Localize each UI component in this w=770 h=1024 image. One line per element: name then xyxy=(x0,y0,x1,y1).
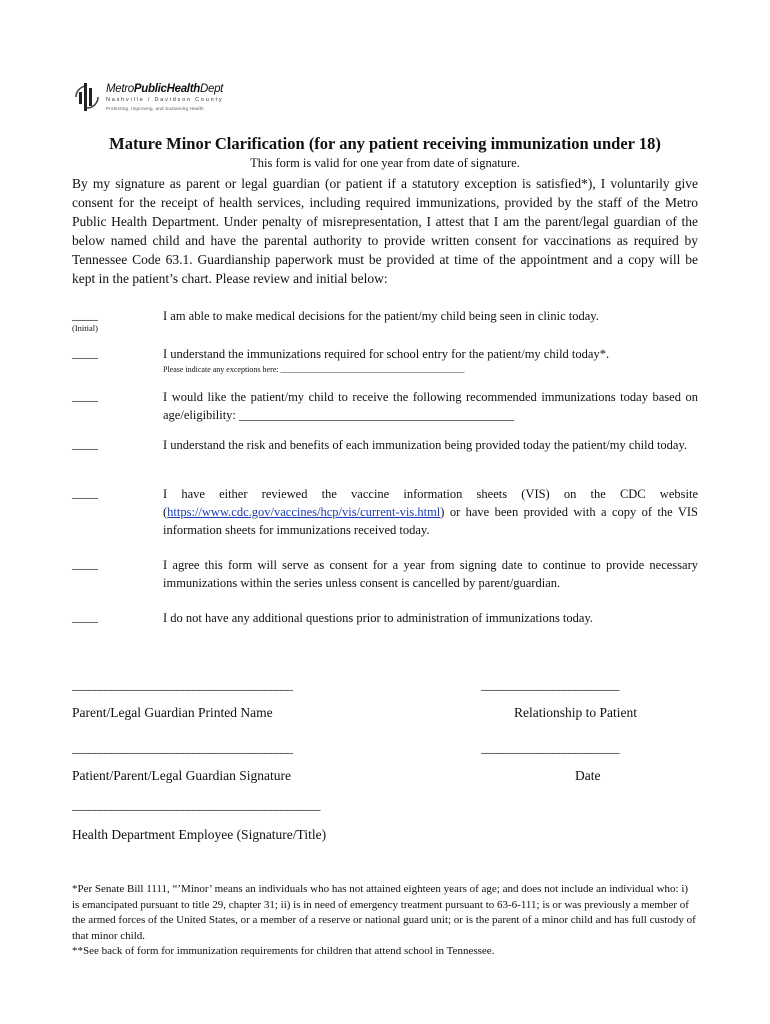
guardian-name-line[interactable]: ________________________________________ xyxy=(72,677,292,692)
metro-public-health-logo xyxy=(72,80,232,116)
initial-field[interactable]: ____ xyxy=(72,436,98,451)
footnote-minor-definition: *Per Senate Bill 1111, “’Minor’ means an individuals who has not attained eighteen years of age; and does not include an individual who: i) is emancipated pursuant to title 29, chapter 31; ii) is in need of emergency treatment pursuant to 63-6-111; is or was previously a member of the armed forces of the United States, or a member of a reserve or national guard unit; or is the parent of a minor child and has full custody of that minor child. xyxy=(72,883,696,942)
guardian-signature-line[interactable]: ________________________________________ xyxy=(72,740,292,755)
consent-item-text xyxy=(163,345,698,377)
date-line[interactable]: _________________________ xyxy=(481,740,619,755)
logo-tagline: Protecting, Improving, and Sustaining Health xyxy=(106,106,204,111)
initial-field[interactable]: ____ xyxy=(72,485,98,500)
employee-signature-label: Health Department Employee (Signature/Title) xyxy=(72,827,327,842)
consent-item-text: I do not have any additional questions prior to administration of immunizations today. xyxy=(163,611,594,625)
logo-title: MetroPublicHealthDept xyxy=(106,83,224,95)
vis-text-start: I have either reviewed the vaccine information sheets (VIS) on the CDC website ( xyxy=(163,487,698,519)
consent-item-text: I would like the patient/my child to receive the following recommended immunizations today based on age/eligibility: ____________________________________________ xyxy=(163,390,698,422)
consent-item-text: I understand the risk and benefits of each immunization being provided today the patient/my child today. xyxy=(163,438,688,452)
initial-field[interactable]: ____ xyxy=(72,307,98,322)
relationship-line[interactable]: _________________________ xyxy=(481,677,619,692)
footnotes xyxy=(72,882,698,960)
initial-field[interactable]: ____ xyxy=(72,345,98,360)
initial-field[interactable]: ____ xyxy=(72,609,98,624)
employee-signature-line[interactable]: _____________________________________________ xyxy=(72,797,320,812)
consent-item-text-main: I understand the immunizations required for school entry for the patient/my child today*. xyxy=(163,347,610,361)
form-validity-note: This form is valid for one year from date of signature. xyxy=(250,156,520,170)
guardian-signature-label: Patient/Parent/Legal Guardian Signature xyxy=(72,768,291,783)
form-title: Mature Minor Clarification (for any patient receiving immunization under 18) xyxy=(109,134,661,153)
date-label: Date xyxy=(575,768,601,783)
relationship-label: Relationship to Patient xyxy=(514,705,637,720)
consent-item-text xyxy=(163,485,698,539)
initial-field[interactable]: ____ xyxy=(72,556,98,571)
consent-item-text: I agree this form will serve as consent for a year from signing date to continue to provide necessary immunizations within the series unless consent is cancelled by parent/guardian. xyxy=(163,558,698,590)
initial-label: (Initial) xyxy=(72,323,98,333)
guardian-name-label: Parent/Legal Guardian Printed Name xyxy=(72,705,273,720)
initial-field[interactable]: ____ xyxy=(72,388,98,403)
footnote-school-requirements: **See back of form for immunization requirements for children that attend school in Tennessee. xyxy=(72,945,495,957)
health-dept-emblem-icon xyxy=(72,80,102,114)
cdc-vis-link[interactable]: https://www.cdc.gov/vaccines/hcp/vis/current-vis.html xyxy=(167,505,441,519)
vis-text-end: ) or have been provided with a copy of the VIS information sheets for immunizations received today. xyxy=(163,505,698,537)
consent-item-text: I am able to make medical decisions for the patient/my child being seen in clinic today. xyxy=(163,309,599,323)
exceptions-note: Please indicate any exceptions here: ______________________________________________ xyxy=(163,365,465,374)
consent-intro-paragraph: By my signature as parent or legal guardian (or patient if a statutory exception is satisfied*), I voluntarily give consent for the receipt of health services, including required immunizations, provided by the staff of the Metro Public Health Department. Under penalty of misrepresentation, I attest that I am the parent/legal guardian of the below named child and have the parental authority to provide written consent for vaccinations as required by Tennessee Code 63.1. Guardianship paperwork must be provided at time of the appointment and a copy will be kept in the patient’s chart. Please review and initial below: xyxy=(72,176,698,286)
logo-subtitle: Nashville / Davidson County xyxy=(106,97,224,103)
